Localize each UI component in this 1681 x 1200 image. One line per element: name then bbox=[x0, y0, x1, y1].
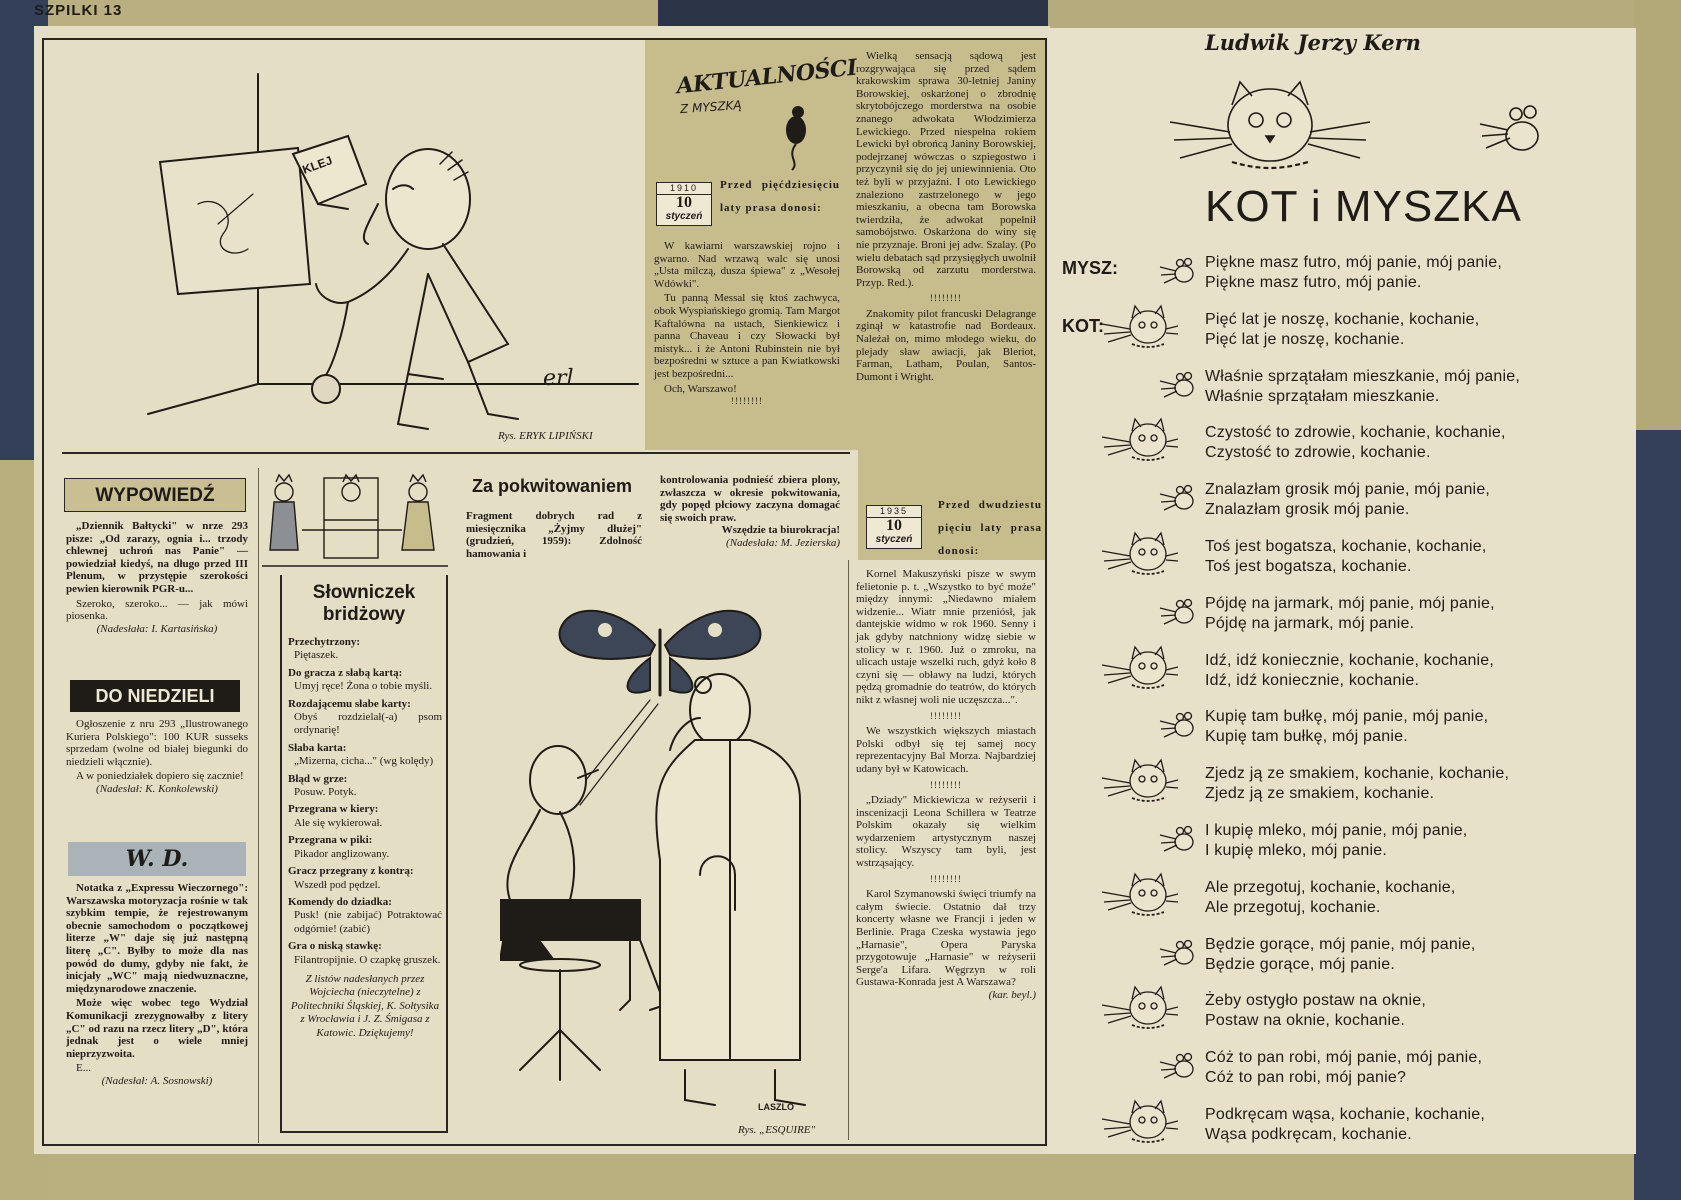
poem-line: Toś jest bogatsza, kochanie. bbox=[1205, 558, 1412, 575]
mouse-icon bbox=[1158, 257, 1200, 285]
za-pokwitowaniem-p1: Fragment dobrych rad z miesięcznika „Żyjmy dłużej" (grudzień, 1959): Zdolność hamowania i bbox=[466, 510, 642, 560]
poem-stanza bbox=[1205, 935, 1475, 975]
akt-col1-p3: Och, Warszawo! bbox=[664, 382, 737, 395]
date-month: styczeń bbox=[875, 534, 913, 545]
entry-head: Słaba karta: bbox=[288, 741, 347, 754]
poem-stanza bbox=[1205, 707, 1488, 747]
poem-line: Pięć lat je noszę, kochanie, kochanie, bbox=[1205, 310, 1480, 328]
bg-olive-bottom bbox=[48, 1150, 1634, 1200]
wypowiedz-body bbox=[66, 520, 248, 635]
poem-stanza bbox=[1205, 764, 1509, 804]
poem-stanza bbox=[1205, 253, 1502, 293]
entry-head: Gracz przegrany z kontrą: bbox=[288, 865, 414, 878]
poem-line: Cóż to pan robi, mój panie? bbox=[1205, 1069, 1407, 1087]
slowniczek-title-line2: bridżowy bbox=[322, 604, 406, 625]
entry-body: Umyj ręce! Żona o tobie myśli. bbox=[294, 680, 433, 693]
cat-icon bbox=[1100, 643, 1178, 693]
cat-icon bbox=[1100, 1097, 1178, 1147]
poem-stanza bbox=[1205, 821, 1467, 861]
date-year: 1935 bbox=[867, 506, 921, 518]
aktualnosci-col1 bbox=[654, 240, 840, 408]
poem-line: Piękne masz futro, mój panie. bbox=[1205, 274, 1422, 291]
poem-author: Ludwik Jerzy Kern bbox=[1205, 30, 1421, 55]
poem-line: Zjedz ją ze smakiem, kochanie. bbox=[1205, 785, 1435, 803]
poem-line: Właśnie sprzątałam mieszkanie. bbox=[1205, 387, 1440, 405]
cat-icon bbox=[1100, 870, 1178, 920]
poem-title: KOT i MYSZKA bbox=[1205, 182, 1522, 231]
entry-body: Wszedł pod pędzel. bbox=[294, 878, 381, 891]
cat-icon bbox=[1100, 983, 1178, 1033]
slowniczek-title bbox=[280, 582, 448, 626]
entry-head: Przegrana w kiery: bbox=[288, 803, 379, 816]
poem-stanza bbox=[1205, 651, 1494, 691]
akt-col2-p2: Znakomity pilot francuski Delagrange zginął w katastrofie nad Bordeaux. Należał on, mimo młodego wieku, do plejady sław awiacji, jak Bleriot, Farman, Latham, Poulan, Santos-Dumont i Wright. bbox=[856, 307, 1036, 383]
akt-col1-p2: Tu panną Messal się ktoś zachwyca, obok Wyspiańskiego gromią. Tam Margot Kaftalówna na ustach, Sienkiewicz i panna Chaveau i czy Słowacki był mistyk... i że Antoni Rubinstein nie był bezpośredni w sztuce a pan Kwiatkowski jest bezpośredni... bbox=[654, 292, 840, 380]
wd-heading: W. D. bbox=[68, 842, 246, 876]
label-cat: KOT: bbox=[1062, 316, 1104, 336]
akt-col2b-p2: We wszystkich większych miastach Polski odbył się tej samej nocy reprezentacyjny Bal Morza. Najbardziej udany był w Katowicach. bbox=[856, 725, 1036, 775]
bg-olive-right bbox=[1048, 0, 1681, 30]
wd-p3: E... bbox=[76, 1062, 91, 1075]
mouse-icon bbox=[1158, 371, 1200, 399]
divider-right-col bbox=[848, 560, 849, 1140]
akt-col2b-p4: Karol Szymanowski święci triumfy na całym świecie. Ostatnio dał trzy koncerty własne we Francji i jeden w Berlinie. Praga Czeska wystawia jego „Harnasie", Opera Paryska przygotowuje „Harnasie" w reżyserii Serge'a Lifara. Węgrzyn w roli Gustawa-Konrada jest A Warszawa? bbox=[856, 888, 1036, 989]
entry-body: Filantropijnie. O czapkę gruszek. bbox=[294, 953, 441, 966]
poem-line: Będzie gorące, mój panie, mój panie, bbox=[1205, 935, 1476, 953]
bg-navy-rside bbox=[1634, 430, 1681, 1200]
slowniczek-entries bbox=[288, 636, 442, 1040]
mouse-icon bbox=[1158, 711, 1200, 739]
aktualnosci-col2 bbox=[856, 50, 1036, 383]
poem-line: Pójdę na jarmark, mój panie. bbox=[1205, 614, 1415, 632]
poem-line: Postaw na oknie, kochanie. bbox=[1205, 1012, 1405, 1030]
aktualnosci-col2b bbox=[856, 568, 1036, 1002]
mouse-icon bbox=[778, 102, 812, 172]
entry-body: Ale się wykierował. bbox=[294, 816, 383, 829]
cartoon-top bbox=[48, 44, 643, 444]
za-pokwitowaniem-title: Za pokwitowaniem bbox=[471, 476, 633, 496]
date-box-1935 bbox=[866, 505, 922, 549]
date-day: 10 bbox=[886, 517, 902, 534]
akt-col2b-p1: Kornel Makuszyński pisze w swym felietonie p. t. „Wszystko to być może" między innymi: „Niedawno miałem widzenie... Wiatr mnie przeniósł, jak dantejskie widmo w rok 1960. Senny i jak gdyby natchniony widzę siebie w stolicy w r. 1960. Już o zmroku, na ulicach ustaje wszelki ruch, gdyż koło 8 czyni się — obławy na ludzi, których pędzą gromadnie do teatrów, do których nikt z własnej woli nie uczęszcza...". bbox=[856, 568, 1036, 706]
wd-credit: (Nadesłał: A. Sosnowski) bbox=[101, 1074, 213, 1087]
separator: !!!!!!!! bbox=[930, 873, 962, 884]
separator: !!!!!!!! bbox=[930, 710, 962, 721]
poem-line: Cóż to pan robi, mój panie, mój panie, bbox=[1205, 1049, 1483, 1067]
poem-line: Czystość to zdrowie, kochanie. bbox=[1205, 444, 1431, 462]
entry-body: Pikador anglizowany. bbox=[294, 847, 390, 860]
za-pokwitowaniem-p2: kontrolowania podnieść zbiera plony, zwłaszcza w okresie pokwitowania, gdy popęd płciowy zaczyna domagać się swoich praw. bbox=[660, 474, 840, 524]
do-niedzieli-heading: DO NIEDZIELI bbox=[70, 680, 240, 712]
poem-stanza bbox=[1205, 1048, 1482, 1088]
poem-line: Żeby ostygło postaw na oknie, bbox=[1205, 992, 1427, 1010]
cat-icon bbox=[1100, 302, 1178, 352]
poem-stanza bbox=[1205, 310, 1479, 350]
entry-head: Przegrana w piki: bbox=[288, 834, 373, 847]
card-players-illustration bbox=[262, 470, 448, 570]
wd-body bbox=[66, 882, 248, 1088]
cartoon-top-credit: Rys. ERYK LIPIŃSKI bbox=[498, 430, 593, 442]
entry-body: Pusk! (nie zabijać) Potraktować odgórnie! (zabić) bbox=[294, 909, 442, 935]
entry-head: Przechytrzony: bbox=[288, 636, 361, 648]
wypowiedz-p1: „Dziennik Bałtycki" w nrze 293 pisze: „Od zarazy, ognia i... trzody chlewnej uchroń nas Panie" — powiedział kiedyś, na długo przed III Plenum, w przystępie szerokości pewien kierownik PGR-u... bbox=[66, 520, 248, 595]
label-mouse: MYSZ: bbox=[1062, 258, 1118, 278]
poem-line: Podkręcam wąsa, kochanie, kochanie, bbox=[1205, 1106, 1486, 1123]
entry-head: Błąd w grze: bbox=[288, 772, 348, 785]
wypowiedz-credit: (Nadesłała: I. Kartasińska) bbox=[96, 622, 218, 635]
poem-stanza bbox=[1205, 878, 1456, 918]
wypowiedz-p2: Szeroko, szeroko... — jak mówi piosenka. bbox=[66, 597, 248, 623]
entry-body: Piętaszek. bbox=[294, 649, 339, 662]
bg-navy-top bbox=[658, 0, 1048, 28]
mouse-icon bbox=[1158, 598, 1200, 626]
poem-line: Idź, idź koniecznie, kochanie. bbox=[1205, 671, 1420, 689]
section-divider bbox=[62, 452, 850, 454]
masthead-fragment: SZPILKI 13 bbox=[34, 2, 123, 19]
poem-stanza bbox=[1205, 991, 1426, 1031]
do-niedzieli-credit: (Nadesłał: K. Konkolewski) bbox=[96, 782, 218, 795]
aktualnosci-signature: (kar. beyl.) bbox=[988, 989, 1036, 1001]
entry-body: Obyś rozdzielał(-a) psom ordynarię! bbox=[294, 711, 442, 737]
slowniczek-footer: Z listów nadesłanych przez Wojciecha (nieczytelne) z Politechniki Śląskiej, K. Sołtysika z Wrocławia i J. Z. Śmigasa z Katowic. Dziękujemy! bbox=[290, 972, 440, 1039]
poem-stanza bbox=[1205, 537, 1487, 577]
separator: !!!!!!!! bbox=[731, 396, 763, 407]
col-divider-1 bbox=[258, 468, 259, 1143]
poem-line: Pięć lat je noszę, kochanie. bbox=[1205, 330, 1405, 348]
poem-line: Ale przegotuj, kochanie, kochanie, bbox=[1205, 878, 1456, 896]
poem-line: Zjedz ją ze smakiem, kochanie, kochanie, bbox=[1205, 765, 1510, 783]
poem-line: Znalazłam grosik mój panie, mój panie, bbox=[1205, 481, 1491, 499]
aktualnosci-title: AKTUALNOŚCI bbox=[675, 54, 858, 100]
poem-line: I kupię mleko, mój panie. bbox=[1205, 842, 1387, 859]
date-year: 1910 bbox=[657, 183, 711, 195]
aktualnosci-subtitle: Z MYSZKĄ bbox=[679, 97, 743, 117]
poem-line: Będzie gorące, mój panie. bbox=[1205, 955, 1395, 973]
bg-olive-top bbox=[48, 0, 658, 28]
cat-icon bbox=[1100, 529, 1178, 579]
poem-stanza bbox=[1205, 367, 1520, 407]
do-niedzieli-p2: A w poniedziałek dopiero się zacznie! bbox=[76, 770, 244, 783]
cat-icon bbox=[1100, 756, 1178, 806]
poem-stanza bbox=[1205, 480, 1490, 520]
separator: !!!!!!!! bbox=[930, 779, 962, 790]
poem-line: Kupię tam bułkę, mój panie, mój panie, bbox=[1205, 708, 1489, 726]
poem-line: Idź, idź koniecznie, kochanie, kochanie, bbox=[1205, 651, 1495, 669]
cartoon-bottom-credit: Rys. „ESQUIRE" bbox=[738, 1124, 816, 1136]
poem-line: Znalazłam grosik mój panie. bbox=[1205, 501, 1410, 519]
poem-line: Ale przegotuj, kochanie. bbox=[1205, 898, 1381, 916]
poem-stanza bbox=[1205, 1105, 1485, 1145]
wypowiedz-heading: WYPOWIEDŹ bbox=[64, 478, 246, 512]
akt-col2b-p3: „Dziady" Mickiewicza w reżyserii i inscenizacji Leona Schillera w Teatrze Polskim okazały się wielkim wydarzeniem artystycznym naszej stolicy. Wszyscy tam byli, jest wstrząsający. bbox=[856, 794, 1036, 870]
poem-line: Wąsa podkręcam, kochanie. bbox=[1205, 1126, 1412, 1143]
za-pokwitowaniem-p3: Wszędzie ta biurokracja! bbox=[721, 524, 840, 537]
poem-stanza bbox=[1205, 594, 1495, 634]
akt-col2-p1: Wielką sensacją sądową jest rozgrywająca się przed sądem krakowskim sprawa 30-letniej Janiny Borowskiej, oskarżonej o zbrodnię skrytobójczego morderstwa na osobie znanego adwokata Włodzimierza Lewickiego. Przed niespełna rokiem Lewicki był obrońcą Janiny Borowskiej, podejrzanej wówczas o szpiegostwo i przyczynił się do jej uniewinnienia. Oto też byli w przyjaźni. I oto Lewickiego znaleziono zastrzelonego w jego mieszkaniu, a obecna tam Borowska twierdziła, że adwokat popełnił samobójstwo. Oskarżona do winy się nie przyznaje. Broni jej adw. Szalay. (Po wielu debatach sąd przysięgłych uwolnił Borowską od zarzutu morderstwa. Przyp. Red.). bbox=[856, 50, 1036, 289]
poem-line: I kupię mleko, mój panie, mój panie, bbox=[1205, 822, 1468, 839]
cat-icon bbox=[1100, 415, 1178, 465]
poem-line: Toś jest bogatsza, kochanie, kochanie, bbox=[1205, 538, 1487, 555]
poem-line: Piękne masz futro, mój panie, mój panie, bbox=[1205, 254, 1503, 271]
bg-olive-rside bbox=[1634, 0, 1681, 430]
mouse-icon bbox=[1158, 1052, 1200, 1080]
mouse-icon bbox=[1158, 825, 1200, 853]
mouse-large-icon bbox=[1478, 100, 1554, 160]
tube-label: KLEJ bbox=[300, 153, 335, 177]
date-box-1910 bbox=[656, 182, 712, 226]
mouse-icon bbox=[1158, 484, 1200, 512]
poem-line: Czystość to zdrowie, kochanie, kochanie, bbox=[1205, 424, 1506, 442]
akt-col1-p1: W kawiarni warszawskiej rojno i gwarno. Nad wrzawą walc się unosi „Usta milczą, dusza śpiewa" z „Wesołej Wdówki". bbox=[654, 240, 840, 290]
poem-line: Właśnie sprzątałam mieszkanie, mój panie, bbox=[1205, 367, 1520, 385]
date-day: 10 bbox=[676, 194, 692, 211]
mouse-icon bbox=[1158, 939, 1200, 967]
aktualnosci-lead-1: Przed pięćdziesięciu laty prasa donosi: bbox=[720, 179, 840, 214]
poem-line: Kupię tam bułkę, mój panie. bbox=[1205, 728, 1408, 746]
entry-head: Gra o niską stawkę: bbox=[288, 940, 382, 953]
separator: !!!!!!!! bbox=[930, 293, 962, 304]
do-niedzieli-p1: Ogłoszenie z nru 293 „Ilustrowanego Kuriera Polskiego": 100 KUR susseks sprzedam (wolne od białej biegunki do niedzieli włącznie). bbox=[66, 718, 248, 768]
wd-p1: Notatka z „Expressu Wieczornego": Warszawska motoryzacja rośnie w tak szybkim tempie, że rejestrowanym obecnie samochodom o początkowej literze „W" daje się już następną literę „C". Byłby to może dla nas powód do dumy, gdyby nie fakt, że inicjały „WC" mają niedwuznaczne, międzynarodowe znaczenie. bbox=[66, 882, 248, 995]
do-niedzieli-body bbox=[66, 718, 248, 796]
entry-head: Rozdającemu słabe karty: bbox=[288, 697, 411, 710]
aktualnosci-lead-2: Przed dwudziestu pięciu laty prasa donosi: bbox=[938, 499, 1042, 557]
entry-head: Do gracza z słabą kartą: bbox=[288, 666, 403, 679]
poem-line: Pójdę na jarmark, mój panie, mój panie, bbox=[1205, 594, 1495, 612]
entry-body: Posuw. Potyk. bbox=[294, 786, 357, 799]
date-month: styczeń bbox=[665, 211, 703, 222]
wd-p2: Może więc wobec tego Wydział Komunikacji zrezygnowałby z litery „C" od razu na rzecz litery „D", która jednak jest o wiele mniej nieprzyzwoita. bbox=[66, 997, 248, 1060]
cartoon-doctor-butterfly bbox=[500, 600, 845, 1120]
slowniczek-title-line1: Słowniczek bbox=[312, 582, 416, 603]
cartoon-bottom-signature: LASZLO bbox=[758, 1102, 794, 1112]
za-pokwitowaniem-credit: (Nadesłała: M. Jezierska) bbox=[726, 536, 840, 549]
cartoon-top-signature: erl bbox=[543, 366, 574, 391]
entry-body: „Mizerna, cicha..." (wg kolędy) bbox=[294, 755, 434, 768]
entry-head: Komendy do dziadka: bbox=[288, 895, 392, 908]
cat-head-large-icon bbox=[1170, 70, 1370, 180]
za-pokwitowaniem-col2 bbox=[660, 474, 840, 550]
poem-stanza bbox=[1205, 423, 1506, 463]
